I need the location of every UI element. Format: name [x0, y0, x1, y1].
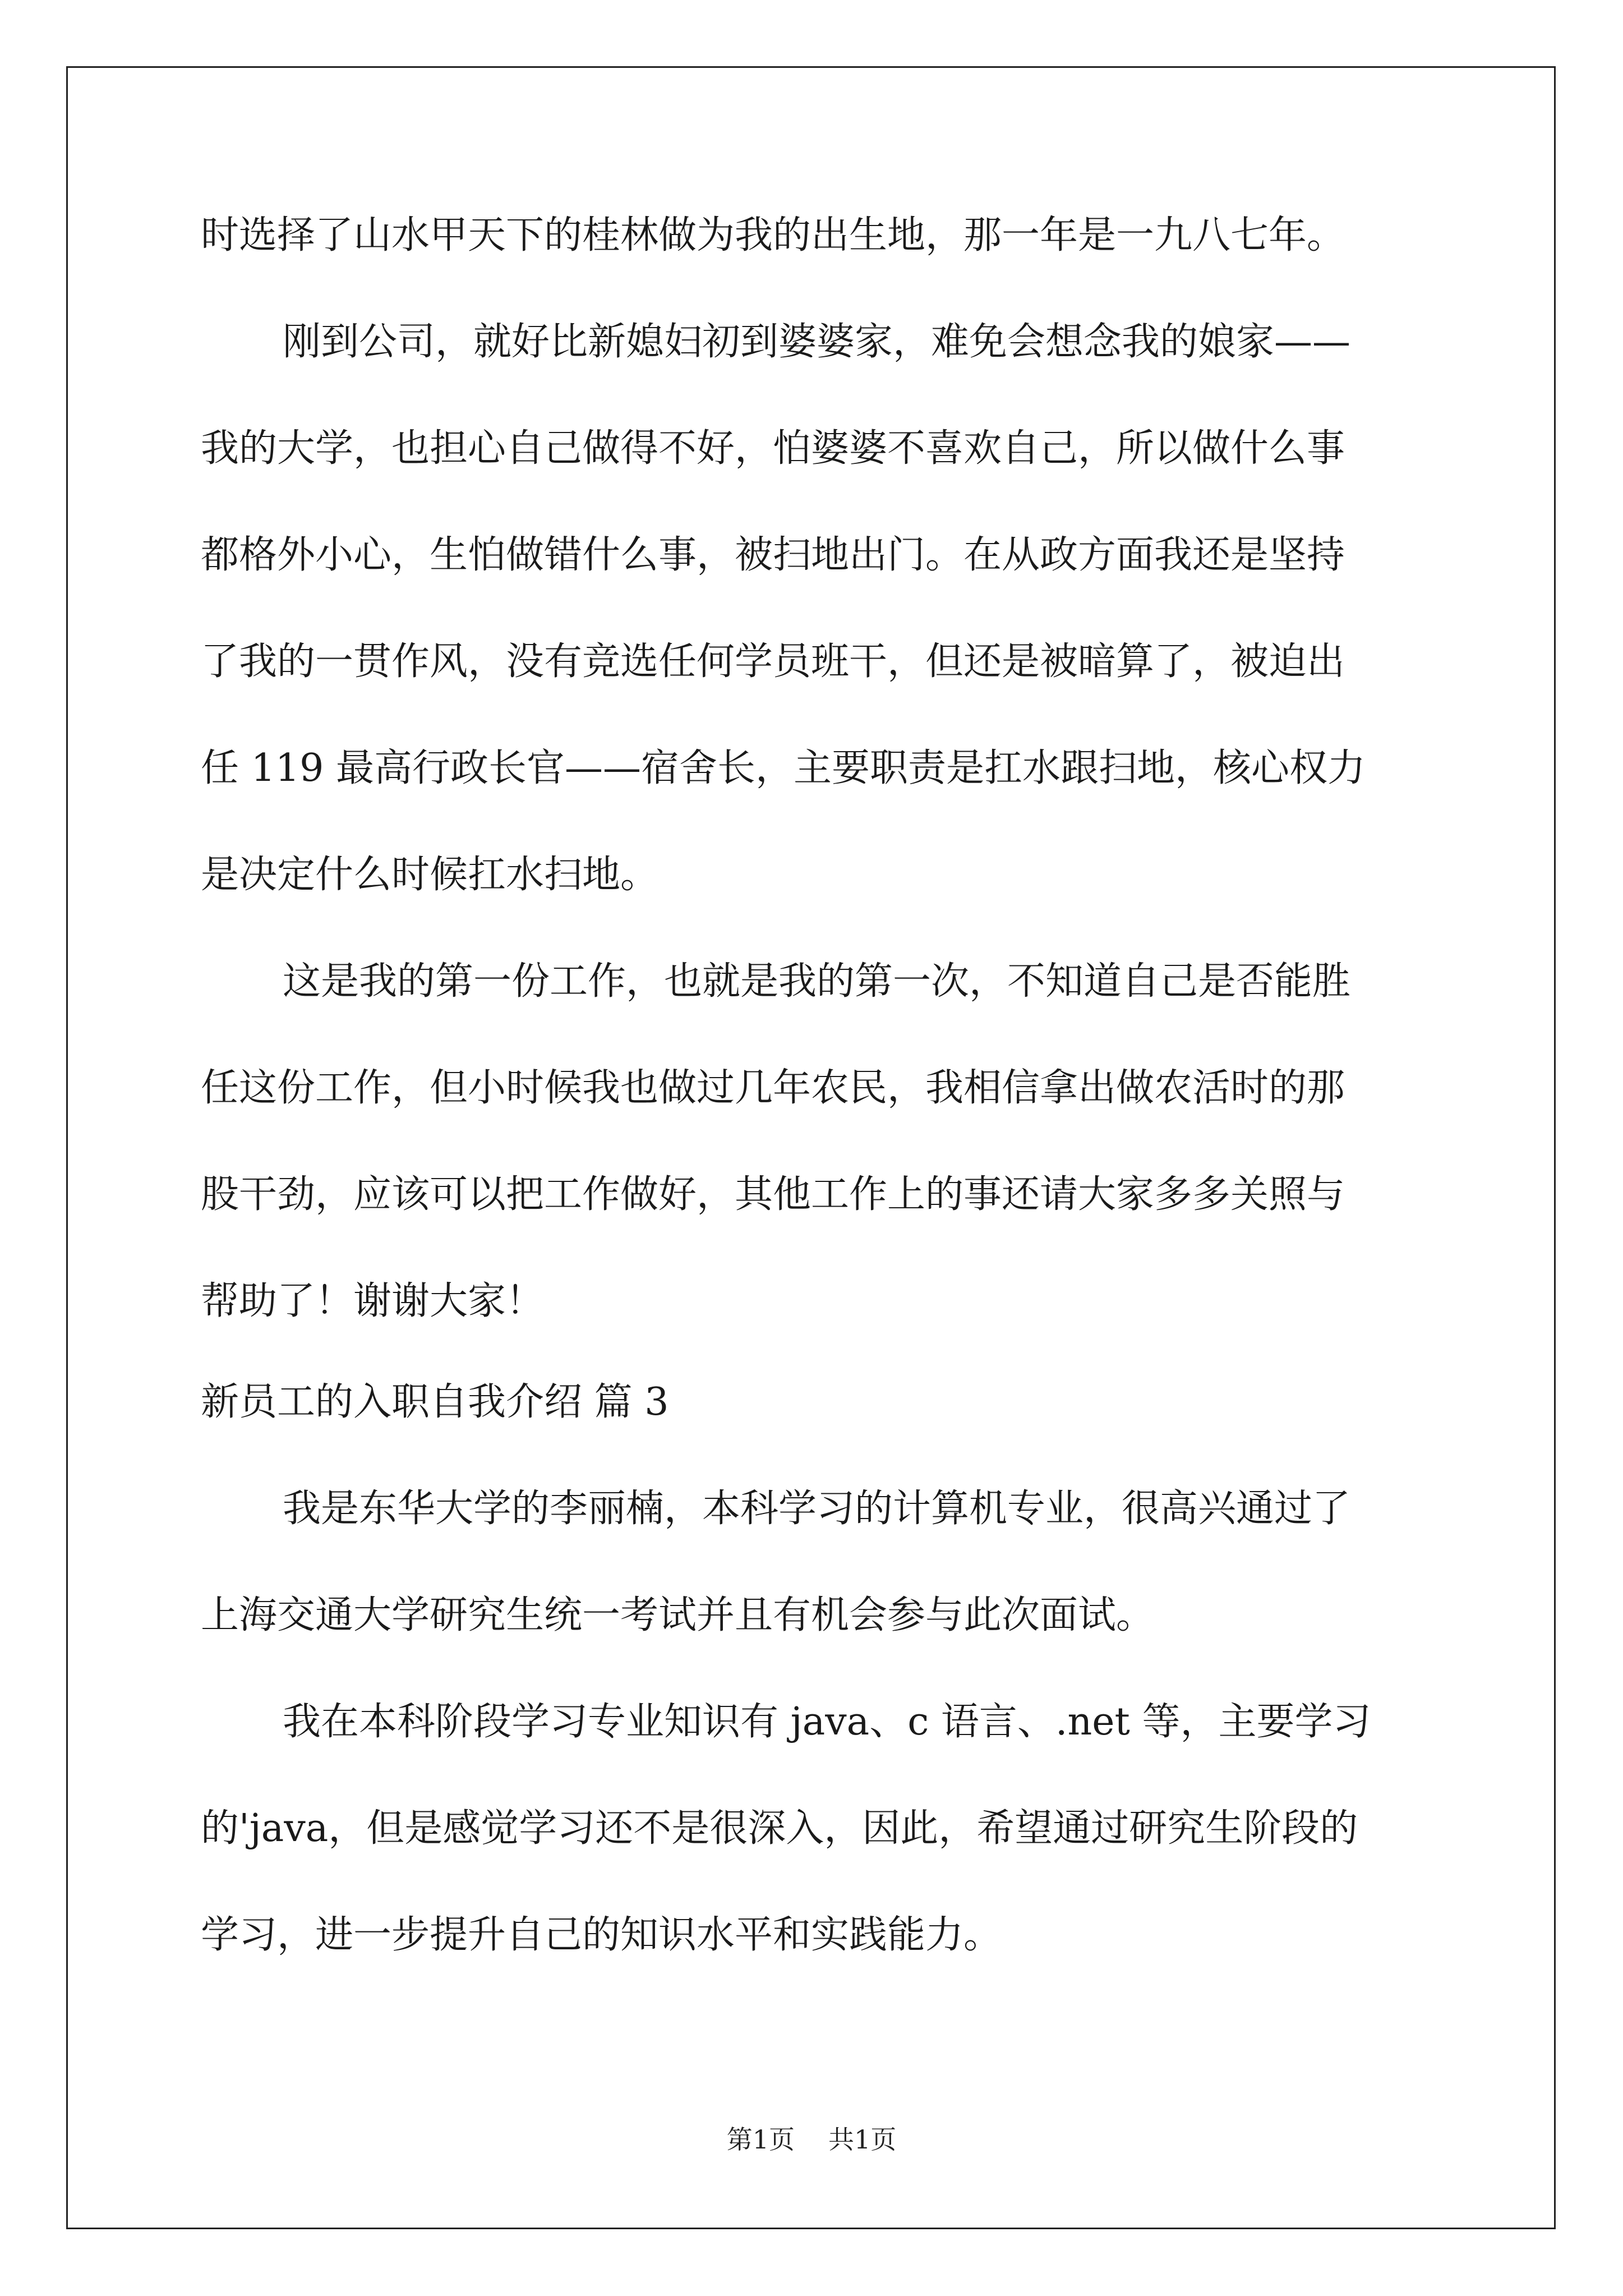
text-line: 都格外小心，生怕做错什么事，被扫地出门。在从政方面我还是坚持	[201, 533, 1345, 577]
text-line: 帮助了！谢谢大家！	[201, 1279, 545, 1323]
page-number: 第1页	[726, 2124, 795, 2155]
paragraph-line: 我是东华大学的李丽楠，本科学习的计算机专业，很高兴通过了	[283, 1487, 1351, 1531]
text-line: 了我的一贯作风，没有竞选任何学员班干，但还是被暗算了，被迫出	[201, 639, 1345, 684]
section-heading: 新员工的入职自我介绍 篇 3	[201, 1380, 669, 1424]
text-line: 任这份工作，但小时候我也做过几年农民，我相信拿出做农活时的那	[201, 1066, 1345, 1110]
text-line: 我的大学，也担心自己做得不好，怕婆婆不喜欢自己，所以做什么事	[201, 426, 1345, 471]
paragraph-line: 刚到公司，就好比新媳妇初到婆婆家，难免会想念我的娘家——	[283, 320, 1351, 364]
text-line: 上海交通大学研究生统一考试并且有机会参与此次面试。	[201, 1593, 1155, 1637]
text-line: 是决定什么时候扛水扫地。	[201, 853, 659, 897]
text-line: 的'java，但是感觉学习还不是很深入，因此，希望通过研究生阶段的	[201, 1806, 1358, 1851]
page-total: 共1页	[828, 2124, 897, 2155]
text-line: 时选择了山水甲天下的桂林做为我的出生地，那一年是一九八七年。	[201, 213, 1345, 257]
text-line: 任 119 最高行政长官——宿舍长，主要职责是扛水跟扫地，核心权力	[201, 746, 1366, 790]
paragraph-line: 这是我的第一份工作，也就是我的第一次，不知道自己是否能胜	[283, 959, 1351, 1004]
page-border	[66, 66, 1556, 2229]
page-footer	[0, 2124, 1623, 2155]
paragraph-line: 我在本科阶段学习专业知识有 java、c 语言、.net 等，主要学习	[283, 1700, 1371, 1744]
text-line: 股干劲，应该可以把工作做好，其他工作上的事还请大家多多关照与	[201, 1172, 1345, 1217]
text-line: 学习，进一步提升自己的知识水平和实践能力。	[201, 1913, 1002, 1957]
